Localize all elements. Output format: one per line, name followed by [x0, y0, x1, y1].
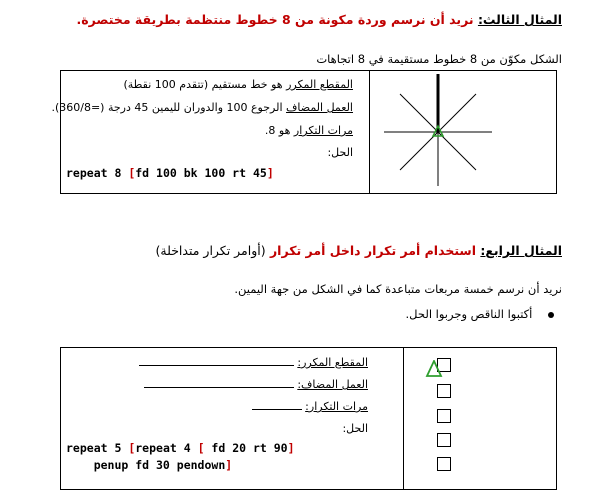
code-commands: penup fd 30 pendown [66, 458, 226, 472]
code-inner: fd 100 bk 100 rt 45 [135, 166, 267, 180]
code-keyword: repeat 5 [66, 441, 129, 455]
example3-added-text: الرجوع 100 والدوران لليمين 45 درجة (=360/8). [51, 101, 283, 114]
example3-count-text: هو 8. [264, 124, 291, 137]
example4-figure-divider [403, 347, 404, 490]
example3-code [66, 166, 274, 180]
code-bracket-open: [ [128, 441, 136, 455]
example3-intro: الشكل مكوّن من 8 خطوط مستقيمة في 8 اتجاهات [316, 52, 562, 66]
example3-label: المثال الثالث: [477, 12, 562, 27]
example3-title: نريد أن نرسم وردة مكونة من 8 خطوط منتظمة بطريقة مختصرة. [76, 12, 474, 27]
code-bracket-open-inner: [ [197, 441, 205, 455]
bullet-icon [548, 312, 554, 318]
flower-line-sw [400, 132, 438, 170]
flower-line-se [438, 132, 476, 170]
example3-figure-divider [369, 70, 370, 194]
example4-intro: نريد أن نرسم خمسة مربعات متباعدة كما في الشكل من جهة اليمين. [234, 282, 562, 296]
repeated-answer-blank[interactable] [139, 356, 294, 366]
example4-label: المثال الرابع: [480, 243, 562, 258]
example4-repeated-line [139, 356, 368, 369]
example4-added-line [144, 378, 368, 391]
square-2 [437, 384, 451, 398]
code-bracket-open: [ [128, 166, 136, 180]
square-4 [437, 433, 451, 447]
example4-count-label: مرات التكرار: [305, 400, 368, 413]
example3-solution-label: الحل: [327, 146, 353, 159]
flower-line-ne [438, 94, 476, 132]
flower-line-nw [400, 94, 438, 132]
turtle-icon [425, 360, 443, 378]
example4-code-line1 [66, 441, 295, 455]
example4-code-line2 [66, 458, 232, 472]
example3-repeated-line [123, 78, 353, 91]
example3-heading [22, 12, 562, 27]
count-answer-blank[interactable] [252, 400, 302, 410]
example4-bullet-text: أكتبوا الناقص وجربوا الحل. [405, 307, 533, 321]
code-bracket-close: ] [225, 458, 233, 472]
example4-heading [22, 243, 562, 258]
example4-solution-label: الحل: [342, 422, 368, 435]
example3-count-line [265, 124, 353, 137]
code-keyword-inner: repeat 4 [135, 441, 198, 455]
example4-count-line [252, 400, 368, 413]
example4-repeated-label: المقطع المكرر: [297, 356, 368, 369]
code-keyword: repeat 8 [66, 166, 129, 180]
code-inner: fd 20 rt 90 [204, 441, 288, 455]
code-bracket-close: ] [266, 166, 274, 180]
flower-figure [378, 72, 498, 192]
example3-repeated-label: المقطع المكرر [286, 78, 353, 91]
example4-added-label: العمل المضاف: [297, 378, 368, 391]
example3-count-label: مرات التكرار [293, 124, 353, 137]
example4-title: استخدام أمر تكرار داخل أمر تكرار [269, 243, 477, 258]
square-5 [437, 457, 451, 471]
added-answer-blank[interactable] [144, 378, 294, 388]
square-3 [437, 409, 451, 423]
example4-bullet-item [54, 307, 554, 321]
code-bracket-close-inner: ] [287, 441, 295, 455]
example3-added-label: العمل المضاف [286, 101, 353, 114]
example3-added-line [51, 101, 353, 114]
example3-repeated-text: هو خط مستقيم (تتقدم 100 نقطة) [123, 78, 283, 91]
example4-title-suffix: (أوامر تكرار متداخلة) [155, 243, 266, 258]
